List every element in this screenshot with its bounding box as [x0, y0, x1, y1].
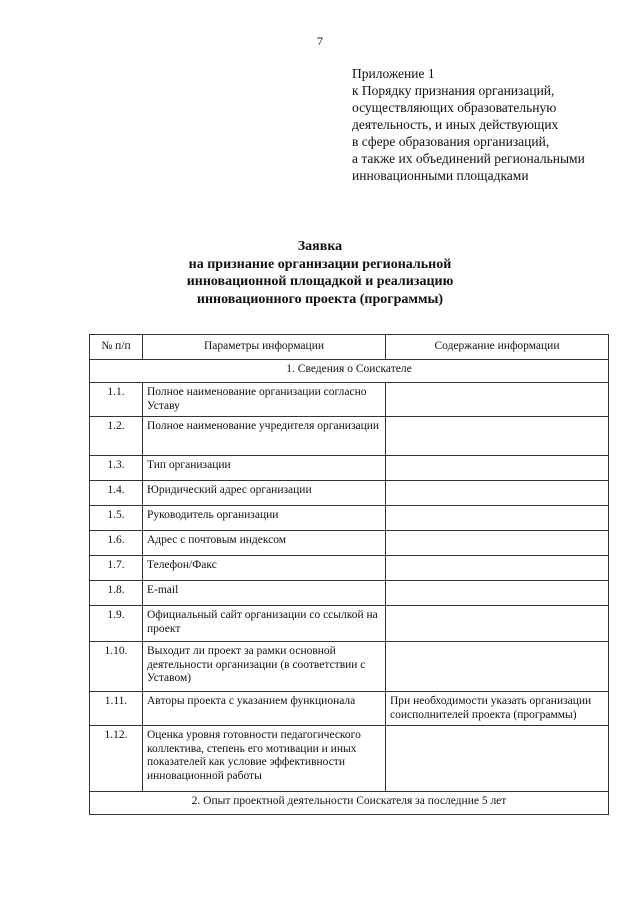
appendix-note: [352, 65, 622, 184]
row-param: Полное наименование организации согласно Уставу: [143, 383, 386, 417]
section-title: 2. Опыт проектной деятельности Соискателя за последние 5 лет: [90, 792, 609, 815]
row-content: [386, 481, 609, 506]
page-number: 7: [317, 34, 323, 48]
section-row: [90, 792, 609, 815]
table-row: [90, 556, 609, 581]
row-num: 1.8.: [90, 581, 143, 606]
section-row: [90, 360, 609, 383]
appendix-line: деятельность, и иных действующих: [352, 117, 559, 132]
row-num: 1.6.: [90, 531, 143, 556]
row-content: [386, 456, 609, 481]
row-content: [386, 417, 609, 456]
appendix-line: в сфере образования организаций,: [352, 134, 550, 149]
table-row: [90, 383, 609, 417]
row-param: Адрес с почтовым индексом: [143, 531, 386, 556]
appendix-line: осуществляющих образовательную: [352, 100, 557, 115]
row-param: Оценка уровня готовности педагогического коллектива, степень его мотивации и иных показателей как условие эффективности инновационной работы: [143, 726, 386, 792]
title-line: инновационной площадкой и реализацию: [186, 274, 454, 289]
appendix-line: а также их объединений региональными: [352, 151, 585, 166]
appendix-line: инновационными площадками: [352, 168, 529, 183]
row-num: 1.9.: [90, 606, 143, 642]
row-num: 1.1.: [90, 383, 143, 417]
row-param: Тип организации: [143, 456, 386, 481]
row-param: Телефон/Факс: [143, 556, 386, 581]
row-num: 1.2.: [90, 417, 143, 456]
row-content: [386, 606, 609, 642]
section-title: 1. Сведения о Соискателе: [90, 360, 609, 383]
row-num: 1.5.: [90, 506, 143, 531]
row-num: 1.3.: [90, 456, 143, 481]
application-table: [89, 334, 609, 815]
row-num: 1.7.: [90, 556, 143, 581]
table-row: [90, 726, 609, 792]
row-content: При необходимости указать организации соисполнителей проекта (программы): [386, 692, 609, 726]
row-content: [386, 581, 609, 606]
row-content: [386, 726, 609, 792]
header-row: [90, 335, 609, 360]
table-row: [90, 531, 609, 556]
title-line: на признание организации региональной: [188, 256, 452, 272]
row-param: Полное наименование учредителя организации: [143, 417, 386, 456]
table-row: [90, 506, 609, 531]
title-line: инновационного проекта (программы): [196, 291, 444, 307]
row-num: 1.4.: [90, 481, 143, 506]
row-param: Официальный сайт организации со ссылкой на проект: [143, 606, 386, 642]
appendix-line: Приложение 1: [352, 66, 435, 81]
row-num: 1.12.: [90, 726, 143, 792]
row-param: Авторы проекта с указанием функционала: [143, 692, 386, 726]
appendix-line: к Порядку признания организаций,: [352, 83, 555, 98]
title-line: Заявка: [297, 239, 343, 254]
row-content: [386, 383, 609, 417]
row-content: [386, 556, 609, 581]
row-num: 1.11.: [90, 692, 143, 726]
table-row: [90, 606, 609, 642]
table-row: [90, 692, 609, 726]
header-param: Параметры информации: [143, 335, 386, 360]
row-param: Руководитель организации: [143, 506, 386, 531]
table-row: [90, 417, 609, 456]
row-content: [386, 642, 609, 692]
row-num: 1.10.: [90, 642, 143, 692]
table-row: [90, 481, 609, 506]
table-row: [90, 581, 609, 606]
header-content: Содержание информации: [386, 335, 609, 360]
table-row: [90, 456, 609, 481]
row-param: Выходит ли проект за рамки основной деятельности организации (в соответствии с Уставом): [143, 642, 386, 692]
row-content: [386, 506, 609, 531]
header-num: № п/п: [90, 335, 143, 360]
table-row: [90, 642, 609, 692]
row-param: E-mail: [143, 581, 386, 606]
document-title: [0, 238, 640, 308]
row-content: [386, 531, 609, 556]
row-param: Юридический адрес организации: [143, 481, 386, 506]
